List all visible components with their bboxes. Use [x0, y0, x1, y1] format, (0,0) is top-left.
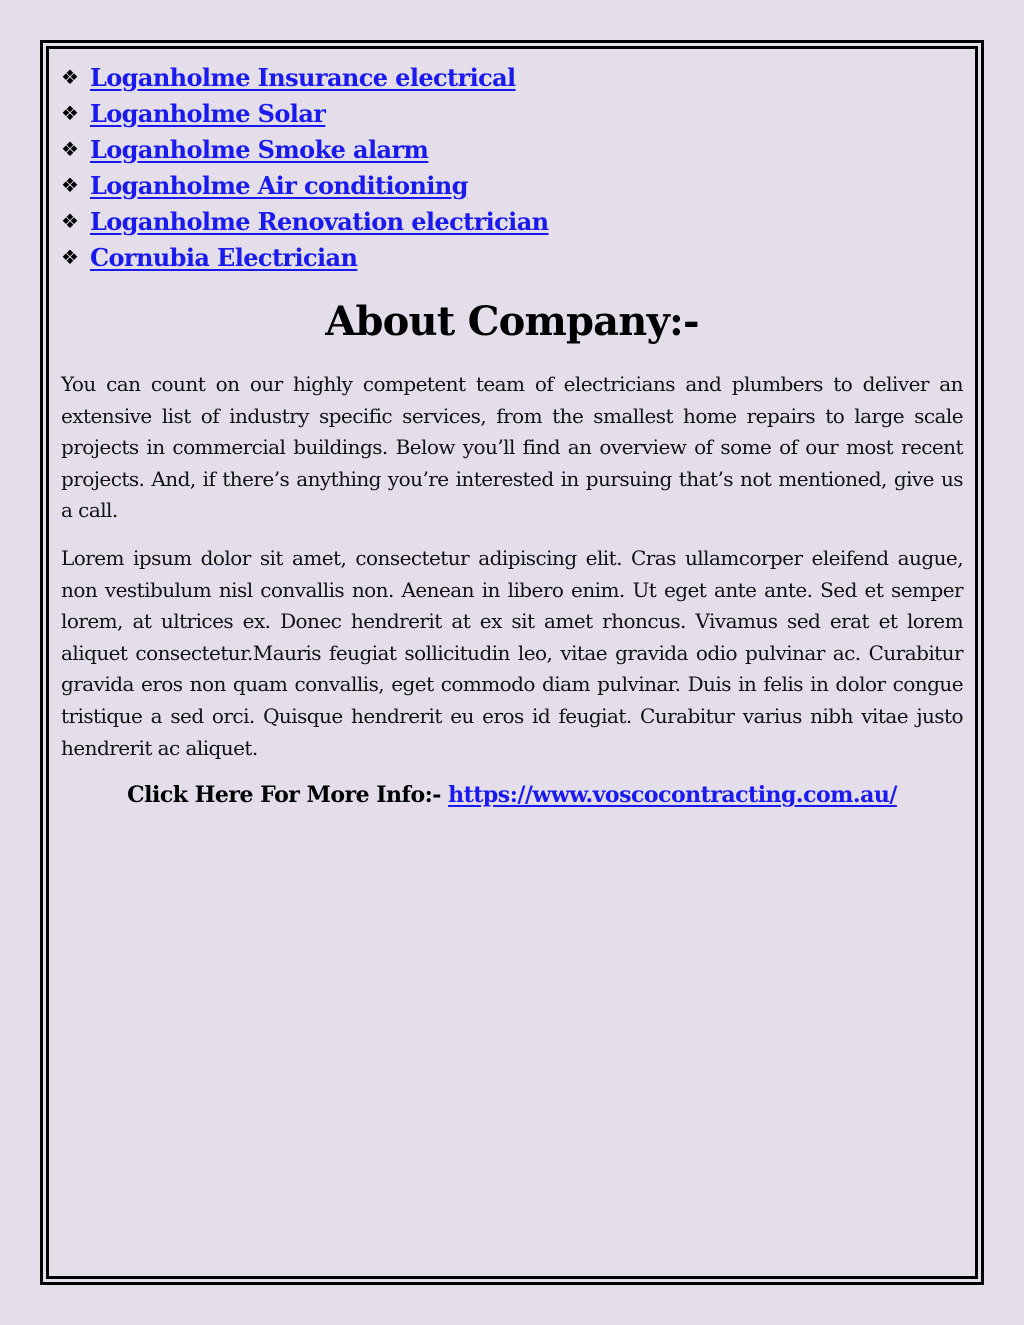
- list-item: [61, 167, 963, 203]
- link-cornubia-electrician[interactable]: Cornubia Electrician: [90, 242, 358, 272]
- list-item: [61, 59, 963, 95]
- section-heading: About Company:-: [325, 298, 699, 345]
- more-info-label: Click Here For More Info:-: [127, 782, 441, 809]
- website-link[interactable]: https://www.voscocontracting.com.au/: [448, 782, 897, 809]
- link-loganholme-smoke-alarm[interactable]: Loganholme Smoke alarm: [90, 134, 429, 164]
- document-content: [61, 59, 963, 808]
- diamond-bullet-icon: ❖: [61, 173, 79, 197]
- link-loganholme-air-conditioning[interactable]: Loganholme Air conditioning: [90, 170, 468, 200]
- diamond-bullet-icon: ❖: [61, 209, 79, 233]
- intro-paragraph: You can count on our highly competent team of electricians and plumbers to deliver an extensive list of industry specific services, from the smallest home repairs to large scale projects in commercial buildings. Below you’ll find an overview of some of our most recent projects. And, if there’s anything you’re interested in pursuing that’s not mentioned, give us a call.: [61, 372, 963, 523]
- link-loganholme-renovation-electrician[interactable]: Loganholme Renovation electrician: [90, 206, 549, 236]
- list-item: [61, 95, 963, 131]
- diamond-bullet-icon: ❖: [61, 245, 79, 269]
- list-item: [61, 239, 963, 275]
- diamond-bullet-icon: ❖: [61, 65, 79, 89]
- link-loganholme-solar[interactable]: Loganholme Solar: [90, 98, 326, 128]
- more-info-line: [61, 782, 963, 808]
- list-item: [61, 131, 963, 167]
- lorem-paragraph: Lorem ipsum dolor sit amet, consectetur adipiscing elit. Cras ullamcorper eleifend augue, non vestibulum nisl convallis non. Aenean in libero enim. Ut eget ante ante. Sed et semper lorem, at ultrices ex. Donec hendrerit at ex sit amet rhoncus. Vivamus sed erat et lorem aliquet consectetur.Mauris feugiat sollicitudin leo, vitae gravida odio pulvinar ac. Curabitur gravida eros non quam convallis, eget commodo diam pulvinar. Duis in felis in dolor congue tristique a sed orci. Quisque hendrerit eu eros id feugiat. Curabitur varius nibh vitae justo hendrerit ac aliquet.: [61, 545, 963, 760]
- list-item: [61, 203, 963, 239]
- service-link-list: [61, 59, 963, 275]
- link-loganholme-insurance-electrical[interactable]: Loganholme Insurance electrical: [90, 62, 516, 92]
- diamond-bullet-icon: ❖: [61, 101, 79, 125]
- diamond-bullet-icon: ❖: [61, 137, 79, 161]
